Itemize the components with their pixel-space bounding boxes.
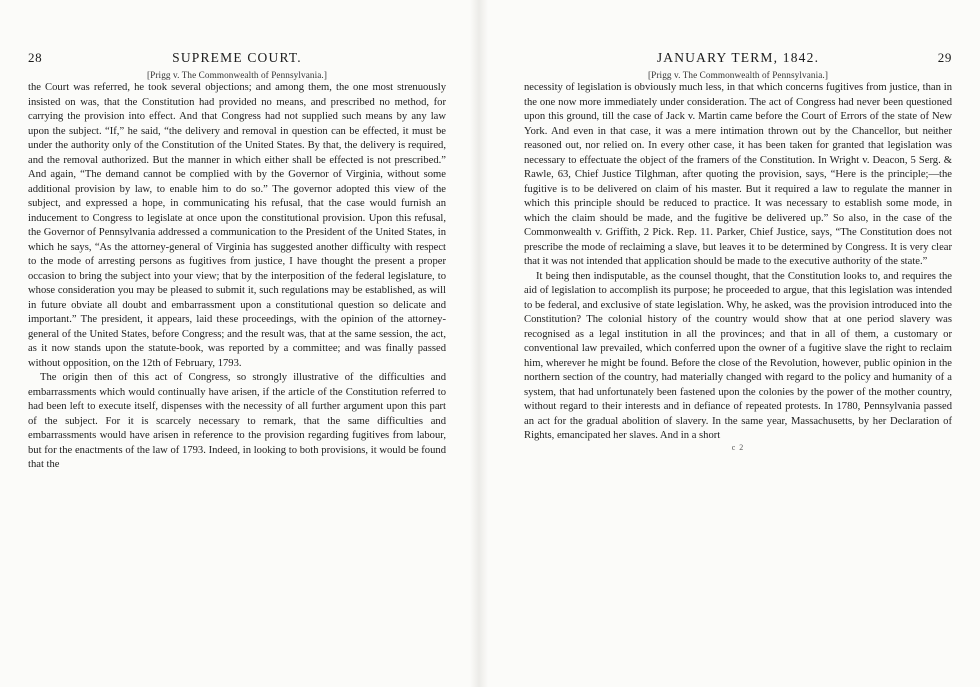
paragraph: The origin then of this act of Congress, so strongly illustrative of the difficulties and embarrassments which would continually have arisen, if the article of the Constitution referred to had been left to execute itself, dispenses with the necessity of all further argument upon this part of the subject. For it is scarcely necessary to remark, that the same difficulties and embarrassments would have arisen in reference to the provision regarding fugitives from labour, but for the enactments of the law of 1793. Indeed, in looking to both provisions, it would be found that the	[28, 372, 446, 470]
running-head	[28, 50, 446, 68]
running-title: SUPREME COURT.	[172, 50, 302, 65]
page-number: 29	[937, 50, 952, 65]
paragraph: It being then indisputable, as the counsel thought, that the Constitution looks to, and requires the aid of legislation to accomplish its purpose; he proceeded to argue, that this legislation was intended to be federal, and exclusive of state legislation. Why, he asked, was the provision introduced into the Constitution? The colonial history of the country would show that at one period slavery was recognised as a legal institution in all the provinces; and that in all of them, a customary or conventional law prevailed, which conferred upon the owner of a fugitive slave the right to reclaim him, wherever he might be found. Before the close of the Revolution, however, public opinion in the northern section of the country, had materially changed with regard to the policy and humanity of a system, that had unfortunately been fastened upon the colonies by the power of the mother country, without regard to their interests and in defiance of repeated protests. In 1780, Pennsylvania passed an act for the gradual abolition of slavery. In the same year, Massachusetts, by her Declaration of Rights, emancipated her slaves. And in a short	[524, 270, 952, 441]
body-text	[28, 81, 446, 473]
right-page	[488, 0, 980, 687]
left-page	[0, 0, 470, 687]
book-gutter	[470, 0, 488, 687]
running-title: JANUARY TERM, 1842.	[656, 50, 820, 65]
body-text	[524, 81, 952, 444]
page-number: 28	[28, 50, 43, 65]
running-head	[524, 50, 952, 68]
case-caption: [Prigg v. The Commonwealth of Pennsylvania.]	[147, 70, 327, 80]
paragraph: necessity of legislation is obviously much less, in that which concerns fugitives from justice, than in the one now more immediately under consideration. The act of Congress had never been questioned upon this ground, till the case of Jack v. Martin came before the Court of Errors of the state of New York. And even in that case, it was a mere intimation thrown out by the Chancellor, but neither reasoned out, nor relied on. In every other case, it has been taken for granted that legislation was necessary to effectuate the object of the framers of the Constitution. In Wright v. Deacon, 5 Serg. & Rawle, 63, Chief Justice Tilghman, after quoting the provision, says, “Here is the principle;—the fugitive is to be delivered on claim of his master. But it required a law to regulate the manner in which this principle should be reduced to practice. It was necessary to establish some mode, in which the claim should be made, and the fugitive be delivered up.” So also, in the case of the Commonwealth v. Griffith, 2 Pick. Rep. 11. Parker, Chief Justice, says, “The Constitution does not prescribe the mode of reclaiming a slave, but leaves it to be determined by Congress. It is very clear that it was not intended that application should be made to the executive authority of the state.”	[524, 82, 952, 267]
paragraph: the Court was referred, he took several objections; and among them, the one most strenuously insisted on was, that the Constitution had provided no means, and prescribed no method, for carrying the provision into effect. And that Congress had not supplied such means by any law upon the subject. “If,” he said, “the delivery and removal in question can be effected, it must be under the authority only of the Constitution of the United States. By that, the delivery is required, and the removal authorized. But the manner in which either shall be effected is not prescribed.” And again, “The demand cannot be complied with by the Governor of Virginia, without some additional provision by law, to enable him to do so.” The governor adopted this view of the subject, and expressed a hope, in communicating his refusal, that the case would furnish an inducement to Congress to legislate at once upon the constitutional provision. Upon this refusal, the Governor of Pennsylvania addressed a communication to the President of the United States, in which he says, “As the attorney-general of Virginia has suggested another difficulty with respect to the mode of arresting persons as fugitives from justice, I have thought the present a proper occasion to bring the subject into your view; that by the interposition of the federal legislature, to whose consideration you may be pleased to submit it, such regulations may be established, as will in future obviate all doubt and embarrassment upon a constitutional question so delicate and important.” The president, it appears, laid these proceedings, with the opinion of the attorney-general of the United States, before Congress; and the result was, that at the same session, the act, as it now stands upon the statute-book, was reported by a committee; and was finally passed without opposition, on the 12th of February, 1793.	[28, 82, 446, 369]
case-caption: [Prigg v. The Commonwealth of Pennsylvania.]	[648, 70, 828, 80]
signature-mark: c 2	[731, 442, 745, 452]
